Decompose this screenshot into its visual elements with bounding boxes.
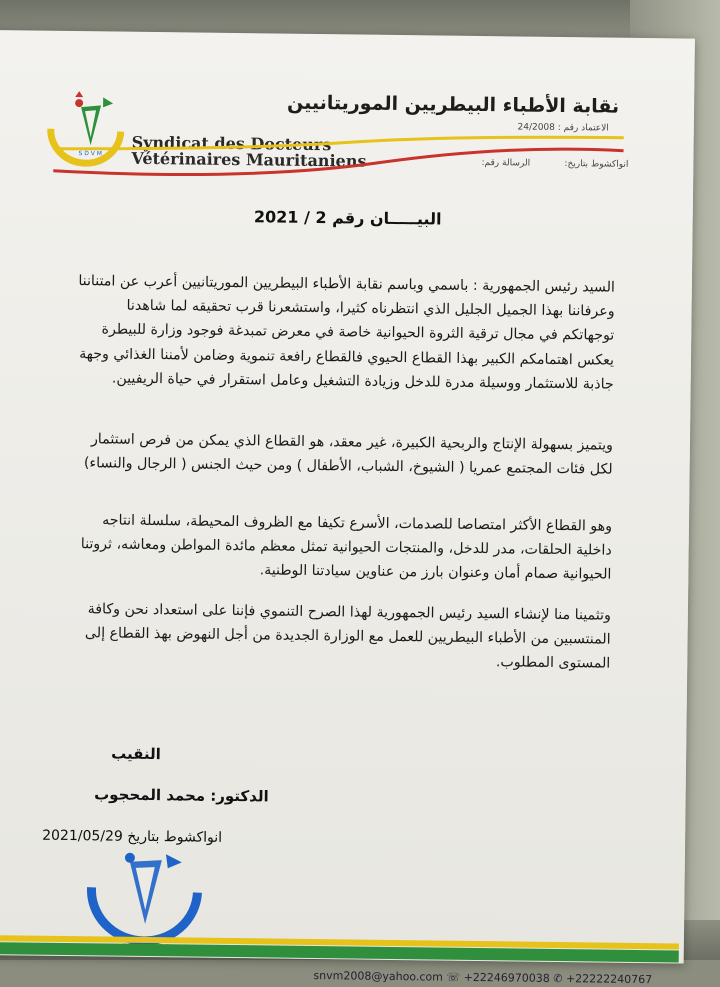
org-name-arabic: نقابة الأطباء البيطريين الموريتانيين xyxy=(286,91,620,118)
svg-text:S D V M: S D V M xyxy=(78,150,102,158)
letter-number-label: الرسالة رقم: xyxy=(481,158,531,169)
header-decor-lines xyxy=(48,109,629,186)
footer-contact: snvm2008@yahoo.com ☏ +22246970038 ✆ +22222240767 xyxy=(313,969,653,987)
signatory-title: النقيب xyxy=(111,744,161,764)
org-name-french-line2: Vétérinaires Mauritaniens xyxy=(131,148,367,171)
org-name-french-line1: Syndicat des Docteurs xyxy=(131,132,332,155)
paragraph-4: وتثمينا منا لإنشاء السيد رئيس الجمهورية لهذا الصرح التنموي فإننا على استعداد نحن وكافة المنتسبين من الأطباء البيطريين للعمل مع الوزارة الجديدة من أجل النهوض بهذ القطاع إلى المستوى المطلوب. xyxy=(84,601,611,673)
date-field-label: انواكشوط بتاريخ: xyxy=(564,159,629,170)
registration-number: الاعتماد رقم : 24/2008 xyxy=(517,122,609,134)
paragraph-3: وهو القطاع الأكثر امتصاصا للصدمات، الأسرع تكيفا مع الظروف المحيطة، سلسلة انتاجه داخلية الحلقات، مدر للدخل، والمنتجات الحيوانية تمثل معظم مائدة المواطن ومعاشه، ثروتنا الحيوانية صمام أمان وعنوان بارز من عناوين سيادتنا الوطنية. xyxy=(80,512,613,584)
paragraph-1: السيد رئيس الجمهورية : باسمي وباسم نقابة الأطباء البيطريين الموريتانيين أعرب عن امتناننا وعرفاننا بهذا الجميل الجليل الذي انتظرناه كثيرا، واستشعرنا قرب تحقيقه لما شاهدنا توجهاتكم في مجال ترقية الثروة الحيوانية خاصة في معرض تمبدغة فوجود وزارة للبيطرة يعكس اهتمامكم الكبير بهذا القطاع الحيوي فالقطاع رافعة تنموية وضامن لأمننا الغذائي وجهة جاذبة للاستثمار ووسيلة مدرة للدخل وزيادة التشغيل وعامل استقرار في حياة الريفيين. xyxy=(78,273,615,393)
letter-page xyxy=(0,30,695,987)
paragraph-2: ويتميز بسهولة الإنتاج والربحية الكبيرة، غير معقد، هو القطاع الذي يمكن من فرص استثمار لكل فئات المجتمع عمريا ( الشيوخ، الشباب، الأطفال ) ومن حيث الجنس ( الرجال والنساء) xyxy=(83,431,614,478)
signatory-name: الدكتور: محمد المحجوب xyxy=(94,785,269,806)
statement-title: البيـــــان رقم 2 / 2021 xyxy=(253,207,442,229)
signature-date: انواكشوط بتاريخ 2021/05/29 xyxy=(42,827,223,846)
